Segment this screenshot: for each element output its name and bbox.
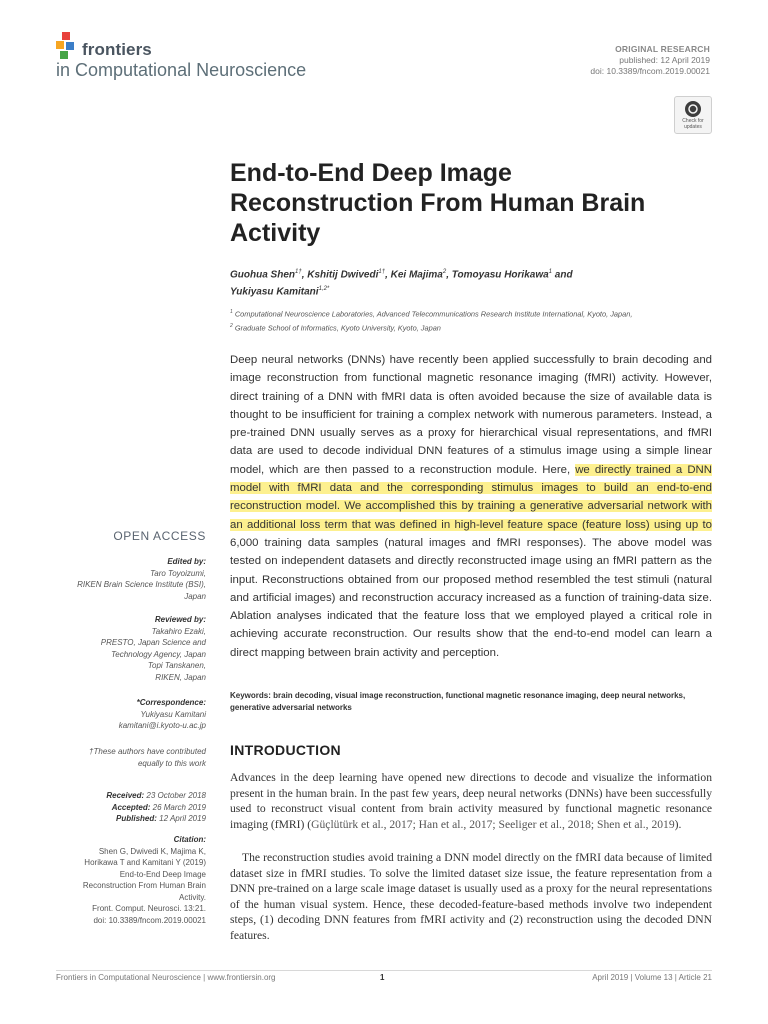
open-access-label: OPEN ACCESS [113,529,206,543]
author-sup: 1† [378,269,386,275]
author-name[interactable]: Tomoyasu Horikawa [451,269,549,281]
author-name[interactable]: Yukiyasu Kamitani [230,286,319,298]
article-dates: Received: 23 October 2018 Accepted: 26 March 2019 Published: 12 April 2019 [106,791,206,823]
article-title: End-to-End Deep Image Reconstruction From Human Brain Activity [230,159,646,247]
correspondence-email[interactable]: kamitani@i.kyoto-u.ac.jp [118,721,206,730]
article-type: ORIGINAL RESEARCH [615,44,710,54]
author-conjunction: and [554,269,573,281]
footer-divider [56,970,712,971]
abstract [230,351,712,662]
author-sup: 2 [442,269,447,275]
citation-block: Citation: Shen G, Dwivedi K, Majima K, Horikawa T and Kamitani Y (2019) End-to-End Deep Image Reconstruction From Human Brain Activity. Front. Comput. Neurosci. 13:21. doi: 10.3389/fncom.2019.00021 [82,835,206,925]
intro-paragraph: The reconstruction studies avoid training a DNN model directly on the fMRI data because of limited dataset size in fMRI studies. To solve the limited dataset size issue, the feature representation from a DNN pre-trained on a large scale image dataset is usually used as a proxy for the neural representations of the human visual system. Hence, these decoded-feature-based methods involve two independent steps, (1) decoding DNN features from fMRI activity and (2) reconstruction using the decoded DNN features. [230,851,712,942]
keywords: Keywords: brain decoding, visual image reconstruction, functional magnetic resonance imaging, deep neural networks, generative adversarial networks [230,691,686,712]
page-number: 1 [380,973,385,982]
affiliations [230,306,710,335]
citation-links[interactable]: Güçlütürk et al., 2017; Han et al., 2017; Seeliger et al., 2018; Shen et al., 2019 [311,817,675,831]
author-sup: 1 [548,269,553,275]
check-updates-label: Check for updates [682,118,704,130]
affiliation-item: $^1$ Computational Neuroscience Laboratories, Advanced Telecommunications Research Institute International, Kyoto, Japan, [230,309,633,319]
edited-by: Edited by: Taro Toyoizumi, RIKEN Brain Science Institute (BSI), Japan [77,557,206,601]
intro-paragraph: Advances in the deep learning have opened new directions to decode and visualize the information present in the human brain. In the past few years, deep neural networks (DNNs) have been successfully used to reconstruct visual content from brain activity measured by functional magnetic resonance imaging (fMRI) (Güçlütürk et al., 2017; Han et al., 2017; Seeliger et al., 2018; Shen et al., 2019). [230,771,712,831]
check-updates-badge[interactable] [674,96,712,134]
author-list: Guohua Shen$^{1\dagger}$, Kshitij Dwivedi$^{1\dagger}$, Kei Majima$^2$, Tomoyasu Horikawa$^1$ and Yukiyasu Kamitani$^{1,2*}$ [230,269,573,298]
frontiers-logo-icon [56,32,80,62]
section-heading: INTRODUCTION [230,742,341,758]
reviewed-by: Reviewed by: Takahiro Ezaki, PRESTO, Japan Science and Technology Agency, Japan Topi Tanskanen, RIKEN, Japan [100,615,206,682]
affiliation-item: $^2$ Graduate School of Informatics, Kyoto University, Kyoto, Japan [230,323,441,333]
abstract-text: 6,000 training data samples (natural images and fMRI responses). The above model was tested on independent datasets and directly reconstructed image using an fMRI pattern as the input. Reconstructions obtained from our proposed method resembled the test stimuli (natural and artificial images) and reconstruction accuracy increased as a function of training-data size. Ablation analyses indicated that the feature loss that we employed played a critical role in achieving accurate reconstruction. Our results show that the end-to-end model can learn a direct mapping between brain activity and perception. [230,536,712,659]
author-name[interactable]: Kei Majima [390,269,443,281]
footer-journal-link[interactable]: Frontiers in Computational Neuroscience | www.frontiersin.org [56,973,276,982]
abstract-text: Deep neural networks (DNNs) have recently been applied successfully to brain decoding and image reconstruction from functional magnetic resonance imaging (fMRI) activity. However, direct training of a DNN with fMRI data is often avoided because the size of available data is thought to be insufficient for training a complex network with numerous parameters. Instead, a pre-trained DNN usually serves as a proxy for hierarchical visual representations, and fMRI data are used to decode individual DNN features of a stimulus image using a simple linear model, which are then passed to a reconstruction module. Here, [230,354,712,476]
equal-contribution-note: †These authors have contributed equally to this work [89,747,206,768]
article-meta [590,44,710,77]
footer-issue-info: April 2019 | Volume 13 | Article 21 [592,973,712,982]
published-date: published: 12 April 2019 [619,55,710,65]
author-name[interactable]: Guohua Shen [230,269,295,281]
check-updates-icon [684,100,702,118]
article-doi[interactable]: doi: 10.3389/fncom.2019.00021 [590,66,710,76]
brand-name: frontiers [82,40,152,59]
abstract-highlight: we directly trained a DNN model with fMRI data and the corresponding stimulus images to build an end-to-end reconstruction model. We accomplished this by training a generative adversarial network with an additional loss term that was defined in high-level feature space (feature loss) using up to [230,463,712,531]
author-sup: 1† [295,269,302,275]
author-name[interactable]: Kshitij Dwivedi [307,269,379,281]
author-sup: 1,2* [318,286,330,293]
journal-name: in Computational Neuroscience [56,60,307,80]
correspondence: *Correspondence: Yukiyasu Kamitani kamitani@i.kyoto-u.ac.jp [46,697,206,732]
